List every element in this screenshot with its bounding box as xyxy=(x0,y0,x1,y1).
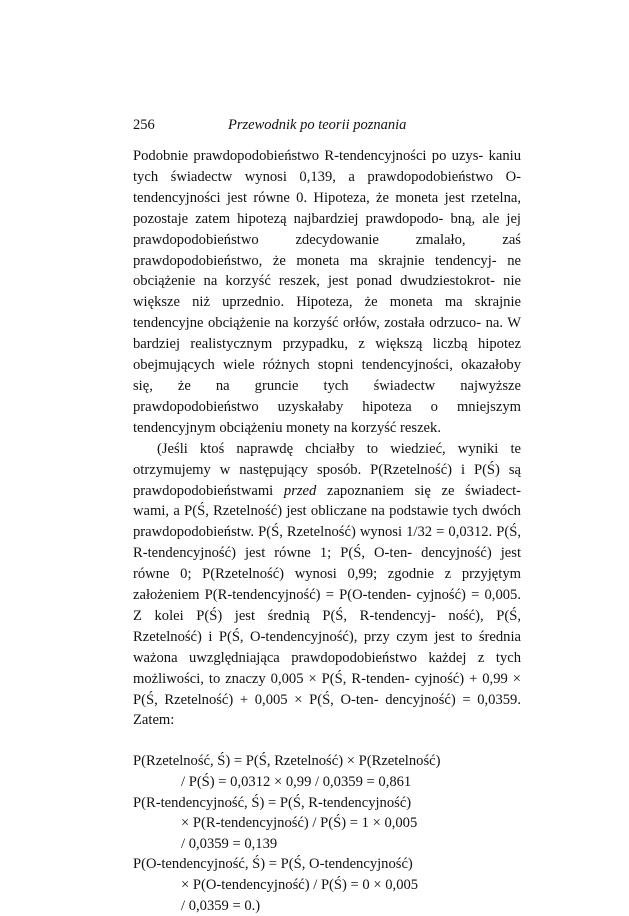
text-line: na. W bardziej realistycznym przypadku, z większą liczbą xyxy=(133,315,521,353)
text-line: cyjność) + 0,99 × P(Ś, Rzetelność) + 0,005 × P(Ś, O-ten- xyxy=(133,670,521,708)
equation-continuation: / P(Ś) = 0,0312 × 0,99 / 0,0359 = 0,861 xyxy=(181,773,412,790)
text-line: dwóch prawdopodobieństw. P(Ś, Rzetelność) wynosi 1/32 xyxy=(133,503,521,541)
text-line: ne obciążenie na korzyść reszek, jest ponad dwudziestokrot- xyxy=(133,252,521,290)
text-line: dencyjność) jest równe 0; P(Rzetelność) wynosi 0,99; zgodnie xyxy=(133,545,521,583)
text-line: cyjność) = 0,005. Z kolei P(Ś) jest średnią P(Ś, R-tendencyj- xyxy=(133,587,521,624)
text-line: rzetelna, pozostaje zatem hipotezą najbardziej prawdopodo- xyxy=(133,189,521,227)
text-line: Podobnie prawdopodobieństwo R-tendencyjności po uzys- xyxy=(133,148,484,164)
running-title: Przewodnik po teorii poznania xyxy=(228,117,407,133)
text-line: tendencyjne obciążenie na korzyść orłów, została odrzuco- xyxy=(133,315,482,332)
paragraph-posterior-probabilities xyxy=(133,146,521,439)
text-line: każdej z tych możliwości, to znaczy 0,005 × P(Ś, R-tenden- xyxy=(133,649,521,687)
text-line: kaniu tych świadectw wynosi 0,139, a prawdopodobieństwo xyxy=(133,148,521,185)
equation-line: P(O-tendencyjność, Ś) = P(Ś, O-tendencyjność) xyxy=(133,856,413,873)
text-line: (Jeśli ktoś naprawdę chciałby to wiedzieć, wyniki te xyxy=(157,440,521,457)
text-line: = 0,0312. P(Ś, R-tendencyjność) jest równe 1; P(Ś, O-ten- xyxy=(133,524,521,562)
text-line: wami, a P(Ś, Rzetelność) jest obliczane na podstawie tych xyxy=(133,503,478,520)
equations-block xyxy=(133,751,521,916)
text-line: dencyjność) = 0,0359. Zatem: xyxy=(133,691,521,729)
paragraph-calculation-explanation xyxy=(133,439,521,732)
equation-line: P(Rzetelność, Ś) = P(Ś, Rzetelność) × P(Rzetelność) xyxy=(133,753,441,770)
text-line: tendencyjnym obciążeniu monety na korzyść reszek. xyxy=(133,419,441,436)
equation-continuation: / 0,0359 = 0,139 xyxy=(181,835,278,852)
text-fragment: zapoznaniem się ze świadect- xyxy=(316,482,521,499)
text-line: zaś prawdopodobieństwo, że moneta ma skrajnie tendencyj- xyxy=(133,231,521,269)
text-line: otrzymujemy w następujący sposób. P(Rzetelność) i P(Ś) są xyxy=(133,461,521,478)
text-line: hipotez obejmujących wiele różnych stopni tendencyjności, xyxy=(133,336,521,374)
equation-continuation: × P(R-tendencyjność) / P(Ś) = 1 × 0,005 xyxy=(181,815,418,832)
text-fragment: prawdopodobieństwami xyxy=(133,482,284,499)
text-line: okazałoby się, że na gruncie tych świadectw najwyższe xyxy=(133,357,521,394)
text-line: jest to średnia ważona uwzględniająca prawdopodobieństwo xyxy=(133,628,521,666)
page-number: 256 xyxy=(133,117,155,133)
running-head xyxy=(133,114,521,136)
text-line: ność), P(Ś, Rzetelność) i P(Ś, O-tendencyjność), przy czym xyxy=(133,607,521,645)
equation-continuation: × P(O-tendencyjność) / P(Ś) = 0 × 0,005 xyxy=(181,876,419,893)
book-page xyxy=(133,114,521,916)
text-line: bną, ale jej prawdopodobieństwo zdecydowanie zmalało, xyxy=(133,210,521,248)
text-line xyxy=(133,483,521,499)
emphasized-word: przed xyxy=(283,482,317,499)
equation-line: P(R-tendencyjność, Ś) = P(Ś, R-tendencyjność) xyxy=(133,794,412,811)
equation-continuation: / 0,0359 = 0.) xyxy=(181,897,261,914)
text-line: prawdopodobieństwo uzyskałaby hipoteza o mniejszym xyxy=(133,398,521,415)
text-line: nie większe niż uprzednio. Hipoteza, że moneta ma skrajnie xyxy=(133,273,521,311)
text-line: z przyjętym założeniem P(R-tendencyjność) = P(O-tenden- xyxy=(133,566,521,604)
text-line: O-tendencyjności jest równe 0. Hipoteza, że moneta jest xyxy=(133,168,521,206)
